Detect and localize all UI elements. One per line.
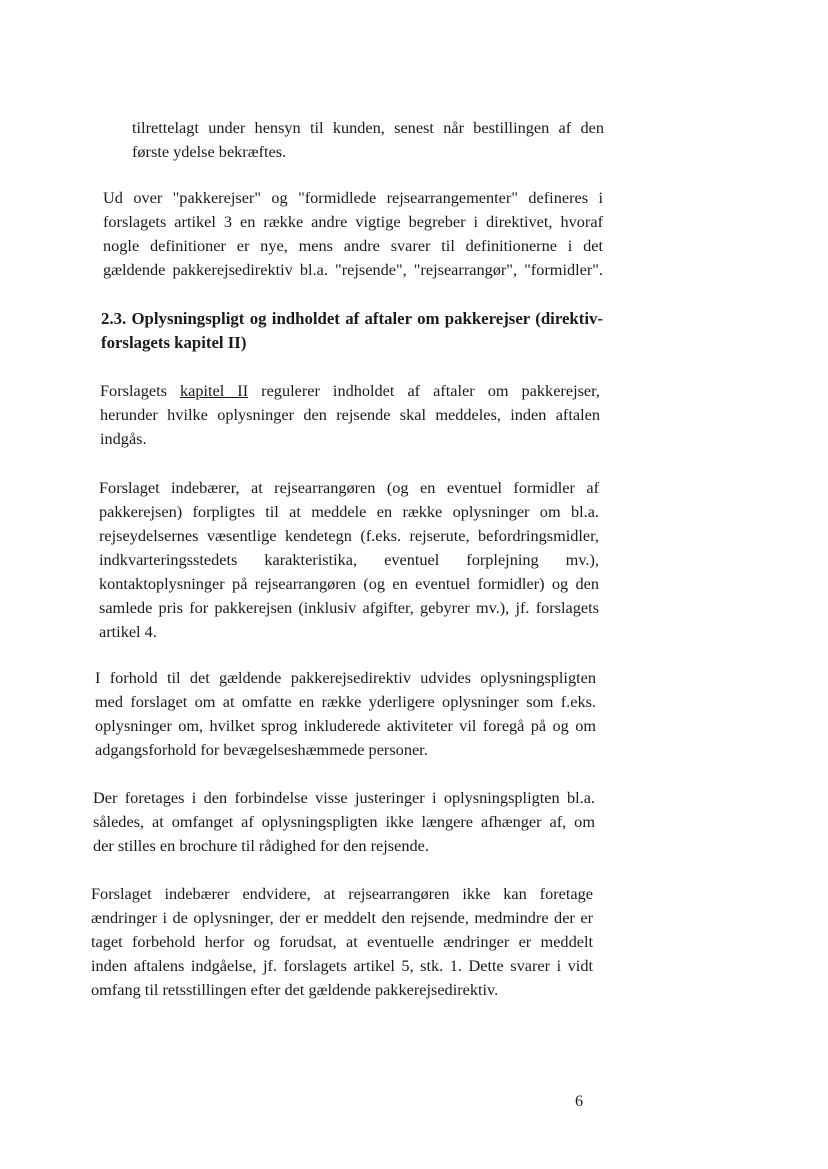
text-line: der stilles en brochure til rådighed for den rejsende. [93, 836, 429, 855]
text-line: samlede pris for pakkerejsen (inklusiv afgifter, gebyrer mv.), jf. forslagets [99, 598, 599, 617]
text-line: med forslaget om at omfatte en række yderligere oplysninger som f.eks. [95, 692, 596, 711]
text-line: artikel 4. [99, 622, 157, 641]
text-line: herunder hvilke oplysninger den rejsende skal meddeles, inden aftalen [100, 405, 600, 424]
text-line: tilrettelagt under hensyn til kunden, senest når bestillingen af den [132, 118, 604, 137]
text-line: I forhold til det gældende pakkerejsedirektiv udvides oplysningspligten [95, 668, 596, 687]
text-line: inden aftalens indgåelse, jf. forslagets artikel 5, stk. 1. Dette svarer i vidt [91, 956, 593, 975]
text-line: Ud over "pakkerejser" og "formidlede rejsearrangementer" defineres i [103, 188, 603, 207]
text-prefix: Forslagets [100, 381, 180, 400]
text-line: pakkerejsen) forpligtes til at meddele en række oplysninger om bl.a. [99, 502, 599, 521]
text-line: adgangsforhold for bevægelseshæmmede personer. [95, 740, 428, 759]
text-line: oplysninger om, hvilket sprog inkluderede aktiviteter vil foregå på og om [95, 716, 596, 735]
paragraph [100, 379, 600, 451]
text-line: forslagets artikel 3 en række andre vigtige begreber i direktivet, hvoraf [103, 212, 603, 231]
text-line: taget forbehold herfor og forudsat, at eventuelle ændringer er meddelt [91, 932, 593, 951]
paragraph [95, 666, 596, 762]
paragraph [91, 882, 593, 1002]
section-heading [101, 307, 603, 355]
text-line: første ydelse bekræftes. [132, 142, 287, 161]
text-line: omfang til retsstillingen efter det gældende pakkerejsedirektiv. [91, 980, 499, 999]
heading-line: 2.3. Oplysningspligt og indholdet af aftaler om pakkerejser (direktiv- [101, 309, 603, 328]
paragraph [93, 786, 595, 858]
paragraph [103, 186, 603, 282]
text-rest: regulerer indholdet af aftaler om pakkerejser, [261, 381, 600, 400]
text-line [100, 379, 600, 403]
text-line: Forslaget indebærer, at rejsearrangøren (og en eventuel formidler af [99, 478, 599, 497]
text-line: kontaktoplysninger på rejsearrangøren (og en eventuel formidler) og den [99, 574, 599, 593]
text-line: gældende pakkerejsedirektiv bl.a. "rejsende", "rejsearrangør", "formidler". [103, 260, 603, 279]
text-line: ændringer i de oplysninger, der er meddelt den rejsende, medmindre der er [91, 908, 593, 927]
text-line: således, at omfanget af oplysningspligten ikke længere afhænger af, om [93, 812, 595, 831]
text-line: Forslaget indebærer endvidere, at rejsearrangøren ikke kan foretage [91, 884, 593, 903]
text-line: rejseydelsernes væsentlige kendetegn (f.eks. rejserute, befordringsmidler, [99, 526, 599, 545]
heading-line: forslagets kapitel II) [101, 333, 247, 352]
paragraph [132, 116, 604, 164]
text-line: indkvarteringsstedets karakteristika, eventuel forplejning mv.), [99, 550, 599, 569]
paragraph [99, 476, 599, 644]
kapitel-ii-link[interactable]: kapitel II [179, 381, 249, 400]
text-line: Der foretages i den forbindelse visse justeringer i oplysningspligten bl.a. [93, 788, 595, 807]
text-line: nogle definitioner er nye, mens andre svarer til definitionerne i det [103, 236, 603, 255]
page-number: 6 [575, 1093, 583, 1110]
text-line: indgås. [100, 429, 147, 448]
